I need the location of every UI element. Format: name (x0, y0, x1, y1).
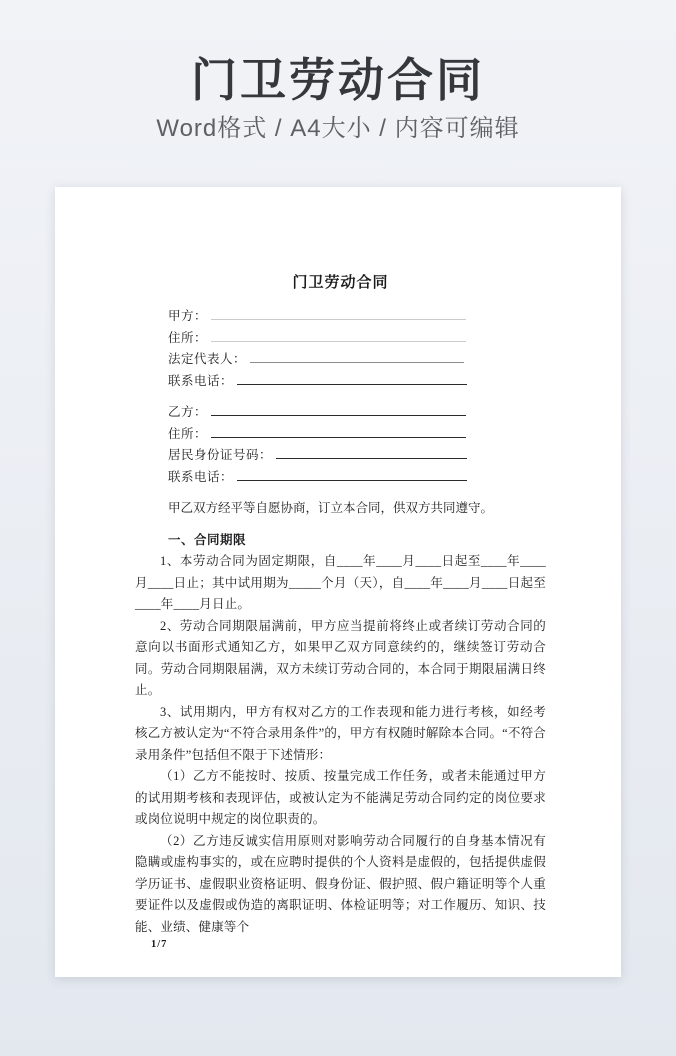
contract-intro-sentence: 甲乙双方经平等自愿协商，订立本合同，供双方共同遵守。 (168, 501, 494, 515)
page-number: 1/7 (151, 939, 168, 950)
field-row-party-a-legal-rep (135, 349, 546, 371)
party-a-phone-blank-line (237, 371, 467, 385)
party-a-name-label: 甲方： (168, 309, 208, 323)
party-b-name-blank-line (211, 402, 466, 416)
preview-header (0, 0, 676, 143)
field-row-party-b-id-number (135, 445, 546, 467)
template-title: 门卫劳动合同 (191, 54, 485, 106)
clause-2-renewal-notice: 2、劳动合同期限届满前，甲方应当提前将终止或者续订劳动合同的意向以书面形式通知乙方，如果甲乙双方同意续约的，继续签订劳动合同。劳动合同期限届满，双方未续订劳动合同的，本合同于期限届满日终止。 (135, 618, 546, 697)
field-row-party-b-phone (135, 467, 546, 489)
party-b-id-number-label: 居民身份证号码： (168, 448, 273, 462)
field-row-party-b-address (135, 424, 546, 446)
party-b-name-label: 乙方： (168, 405, 208, 419)
clause-3-probation-assessment: 3、试用期内，甲方有权对乙方的工作表现和能力进行考核，如经考核乙方被认定为“不符合录用条件”的，甲方有权随时解除本合同。“不符合录用条件”包括但不限于下述情形： (135, 704, 546, 762)
field-row-party-a-address (135, 328, 546, 350)
template-format-subtitle: Word格式 / A4大小 / 内容可编辑 (156, 115, 520, 142)
party-a-phone-label: 联系电话： (168, 373, 234, 388)
field-row-party-a-name (135, 306, 546, 328)
party-a-name-blank-line (211, 306, 466, 320)
clause-3-item-1: （1）乙方不能按时、按质、按量完成工作任务，或者未能通过甲方的试用期考核和表现评估，或被认定为不能满足劳动合同约定的岗位要求或岗位说明中规定的岗位职责的。 (135, 769, 546, 826)
party-a-address-blank-line (211, 328, 466, 342)
section-heading-contract-term: 一、合同期限 (168, 532, 247, 547)
party-a-legal-rep-blank-line (250, 349, 464, 363)
clause-1-fixed-term: 1、本劳动合同为固定期限，自____年____月____日起至____年____月____日止；其中试用期为_____个月（天），自____年____月____日起至____年____月日止。 (135, 554, 546, 611)
party-a-legal-rep-label: 法定代表人： (168, 352, 247, 366)
party-b-phone-blank-line (237, 467, 467, 481)
party-b-phone-label: 联系电话： (168, 469, 234, 484)
field-row-party-b-name (135, 402, 546, 424)
party-a-fields (135, 306, 546, 392)
party-b-address-label: 住所： (168, 426, 208, 441)
party-b-address-blank-line (211, 424, 466, 438)
party-b-fields (135, 402, 546, 488)
field-row-party-a-phone (135, 371, 546, 393)
document-title: 门卫劳动合同 (292, 275, 389, 291)
clause-3-item-2: （2）乙方违反诚实信用原则对影响劳动合同履行的自身基本情况有隐瞒或虚构事实的，或在应聘时提供的个人资料是虚假的，包括提供虚假学历证书、虚假职业资格证明、假身份证、假护照、假户籍证明等个人重要证件以及虚假或伪造的离职证明、体检证明等；对工作履历、知识、技能、业绩、健康等个 (135, 833, 546, 934)
document-page-preview (55, 187, 621, 977)
party-b-id-number-blank-line (276, 445, 467, 459)
party-a-address-label: 住所： (168, 330, 208, 345)
